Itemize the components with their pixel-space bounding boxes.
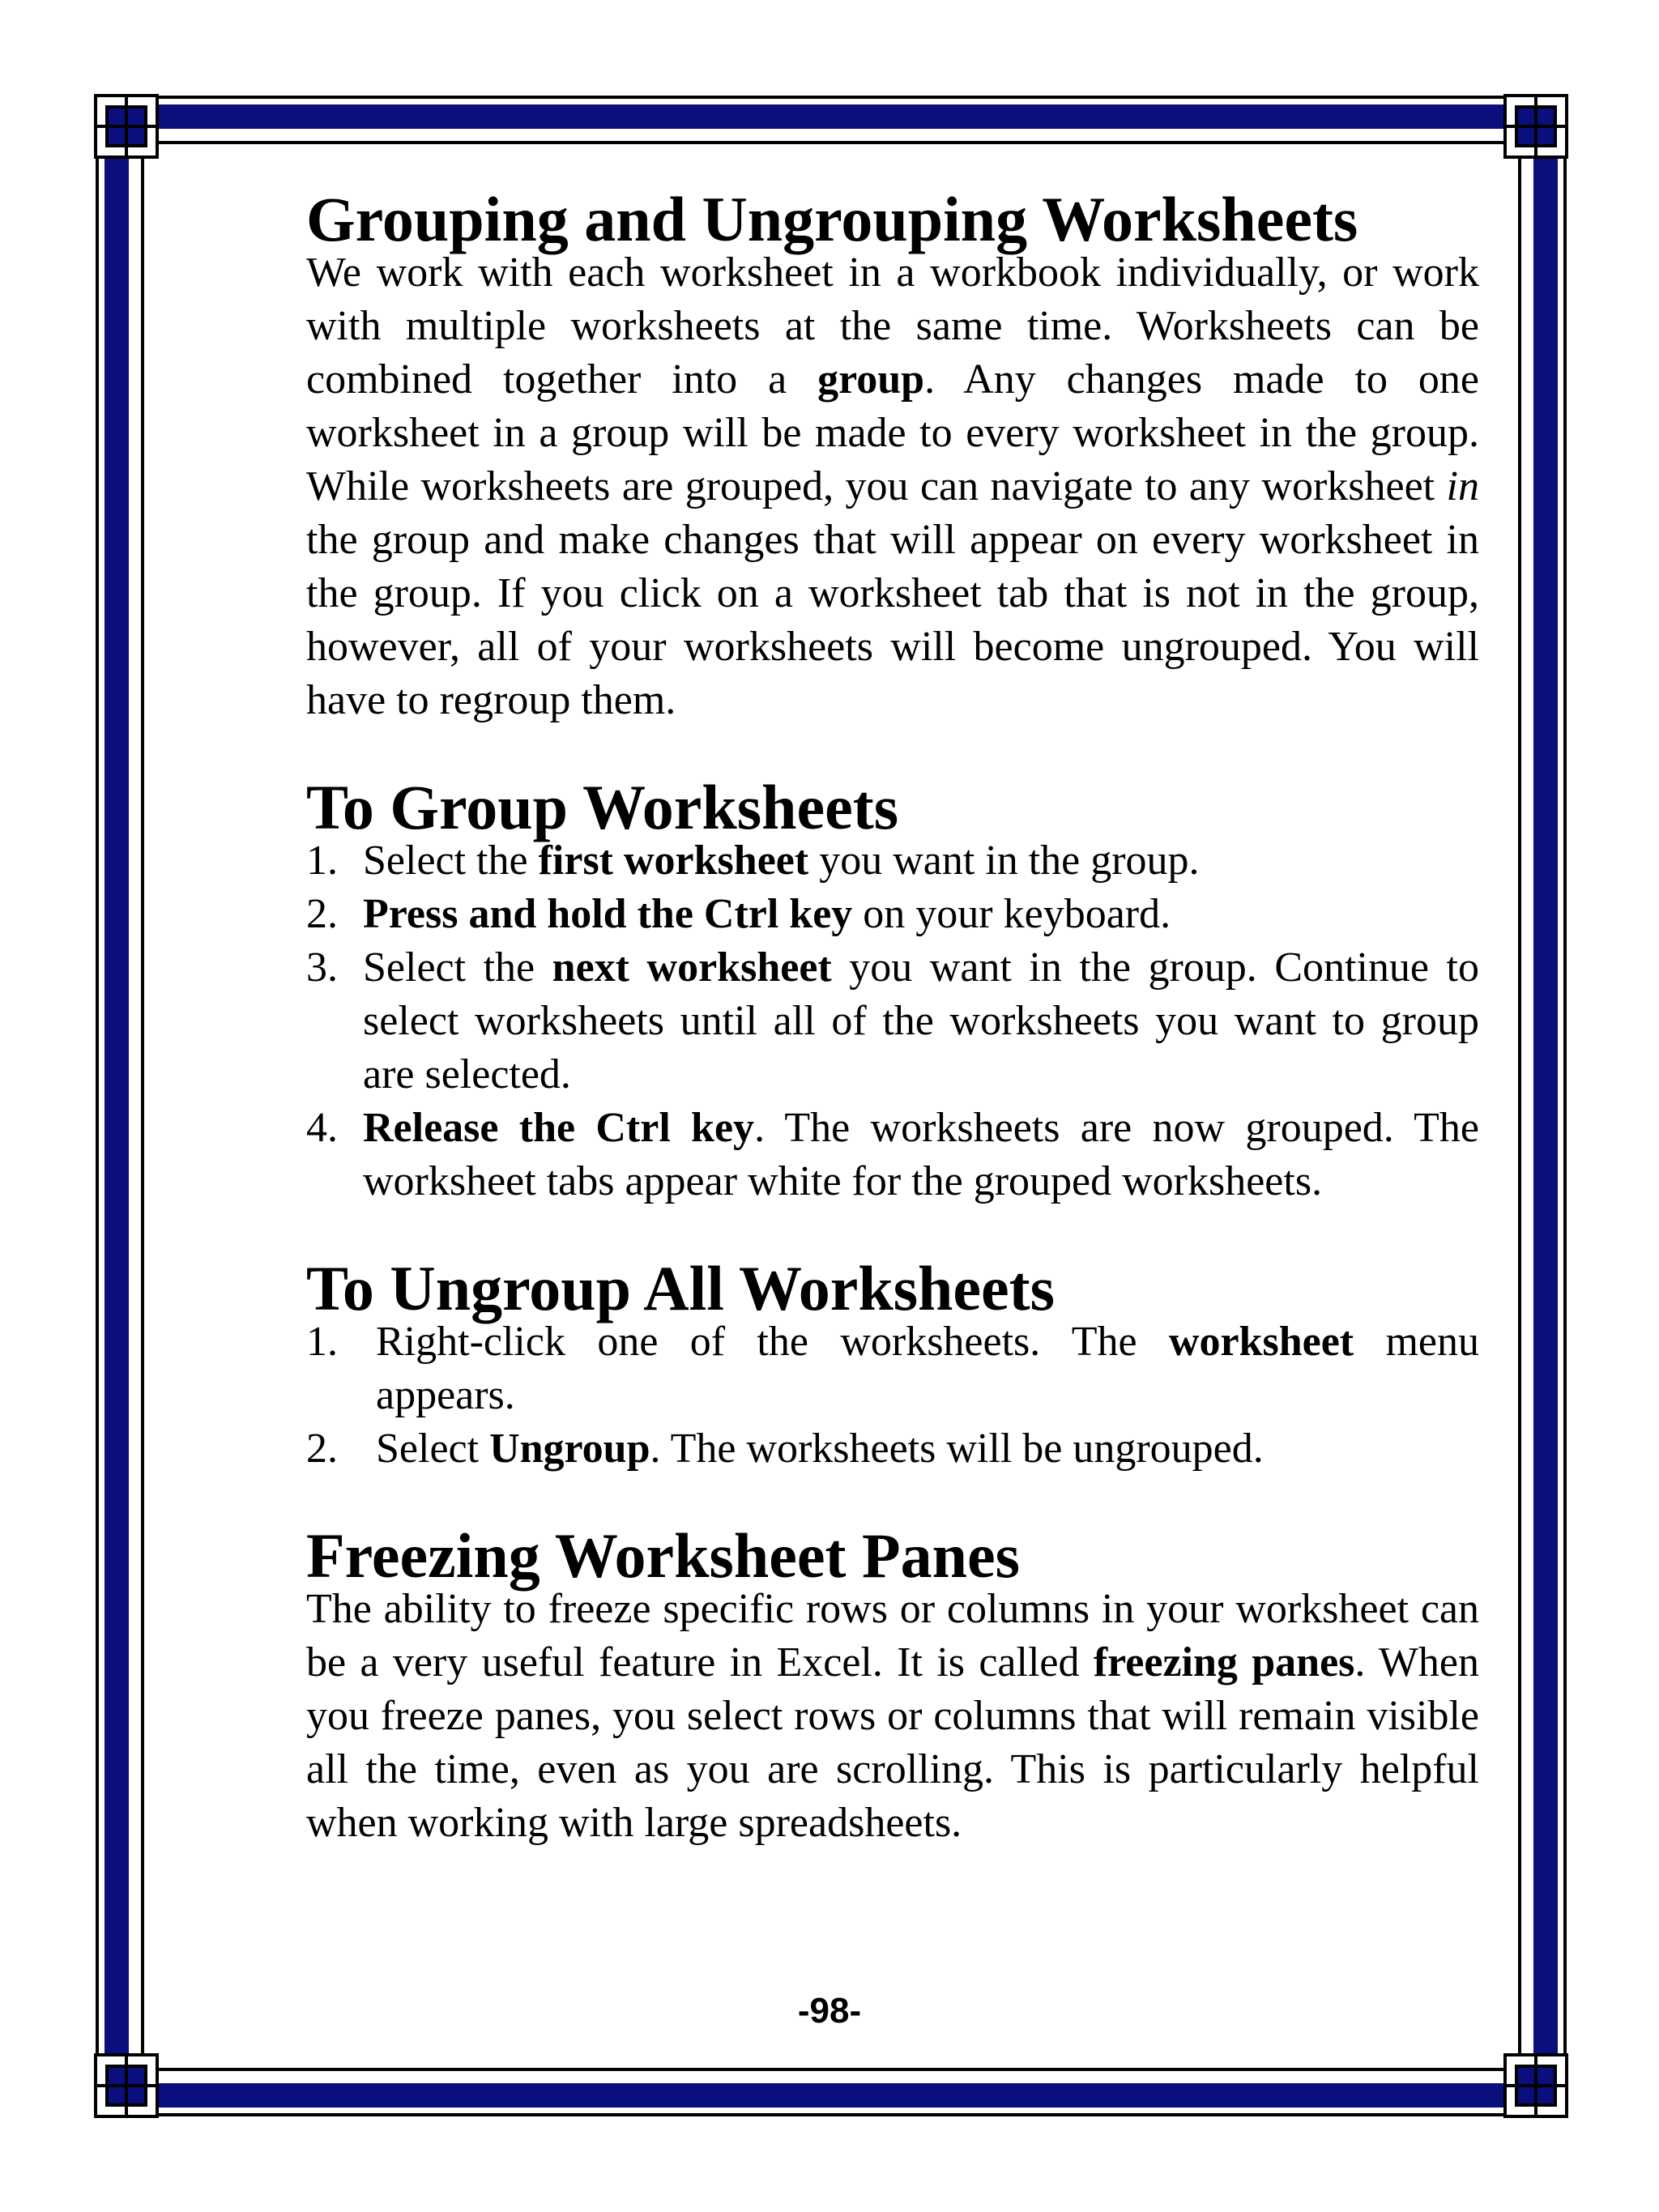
list-item: [306, 1102, 1479, 1208]
text-run: . The worksheets will be ungrouped.: [650, 1426, 1264, 1472]
text-run: Select the: [363, 944, 552, 991]
group-steps-list: [306, 834, 1479, 1208]
list-item: [306, 834, 1479, 888]
text-run: on your keyboard.: [852, 891, 1171, 937]
section-title-group-worksheets: To Group Worksheets: [306, 772, 899, 842]
list-item: [306, 1315, 1479, 1422]
italic-text: in: [1446, 463, 1479, 509]
step-number: 1.: [306, 837, 338, 884]
text-run: We work with each worksheet in a workbook individually, or work with multiple worksheets at the same time. Worksheets can be combined together into a: [306, 249, 1479, 403]
text-run: you want in the group.: [808, 837, 1200, 884]
list-item: [306, 941, 1479, 1102]
list-item: [306, 1422, 1479, 1476]
text-run: . Any changes made to one worksheet in a group will be made to every worksheet in the group. While worksheets are grouped, you can navigate to any worksheet: [306, 356, 1480, 509]
bold-text: next worksheet: [552, 944, 832, 991]
bold-text: worksheet: [1168, 1319, 1354, 1365]
bold-text: Ungroup: [489, 1426, 650, 1472]
bold-text: Press and hold the Ctrl key: [363, 891, 853, 937]
text-run: . When you freeze panes, you select rows or columns that will remain visible all the time, even as you are scrolling. This is particularly helpful when working with large spreadsheets.: [306, 1639, 1479, 1846]
bold-text: Release the Ctrl key: [363, 1105, 755, 1151]
section-title-ungroup: To Ungroup All Worksheets: [306, 1253, 1056, 1323]
page-number: -98-: [797, 1991, 862, 2031]
bold-text: freezing panes: [1093, 1639, 1355, 1686]
text-run: menu appears.: [376, 1319, 1480, 1418]
section-title-grouping: Grouping and Ungrouping Worksheets: [306, 184, 1358, 254]
step-number: 2.: [306, 1426, 338, 1472]
bold-text: first worksheet: [538, 837, 809, 884]
step-number: 3.: [306, 944, 338, 991]
list-item: [306, 888, 1479, 941]
paragraph-freezing-panes: [306, 1583, 1479, 1850]
corner-ornament-bottom-left: [96, 2055, 157, 2116]
corner-ornament-bottom-right: [1505, 2055, 1567, 2116]
paragraph-grouping: [306, 246, 1479, 727]
bold-text: group: [817, 356, 925, 403]
text-run: the group and make changes that will appear on every worksheet in the group. If you click on a worksheet tab that is not in the group, however, all of your worksheets will become ungrouped. You will have to regroup them.: [306, 517, 1479, 723]
text-run: The ability to freeze specific rows or columns in your worksheet can be a very useful feature in Excel. It is called: [306, 1586, 1479, 1686]
step-number: 1.: [306, 1319, 338, 1365]
text-run: Select the: [363, 837, 539, 884]
text-run: you want in the group. Continue to select worksheets until all of the worksheets you want to group are selected.: [363, 944, 1479, 1097]
text-run: Right-click one of the worksheets. The: [376, 1319, 1169, 1365]
section-title-freezing-panes: Freezing Worksheet Panes: [306, 1520, 1021, 1591]
page-content: [306, 184, 1480, 1850]
text-run: Select: [376, 1426, 490, 1472]
text-run: . The worksheets are now grouped. The worksheet tabs appear white for the grouped worksheets.: [363, 1105, 1479, 1204]
corner-ornament-top-left: [96, 96, 157, 157]
corner-ornament-top-right: [1505, 96, 1567, 157]
ungroup-steps-list: [306, 1315, 1479, 1476]
step-number: 4.: [306, 1105, 338, 1151]
step-number: 2.: [306, 891, 338, 937]
